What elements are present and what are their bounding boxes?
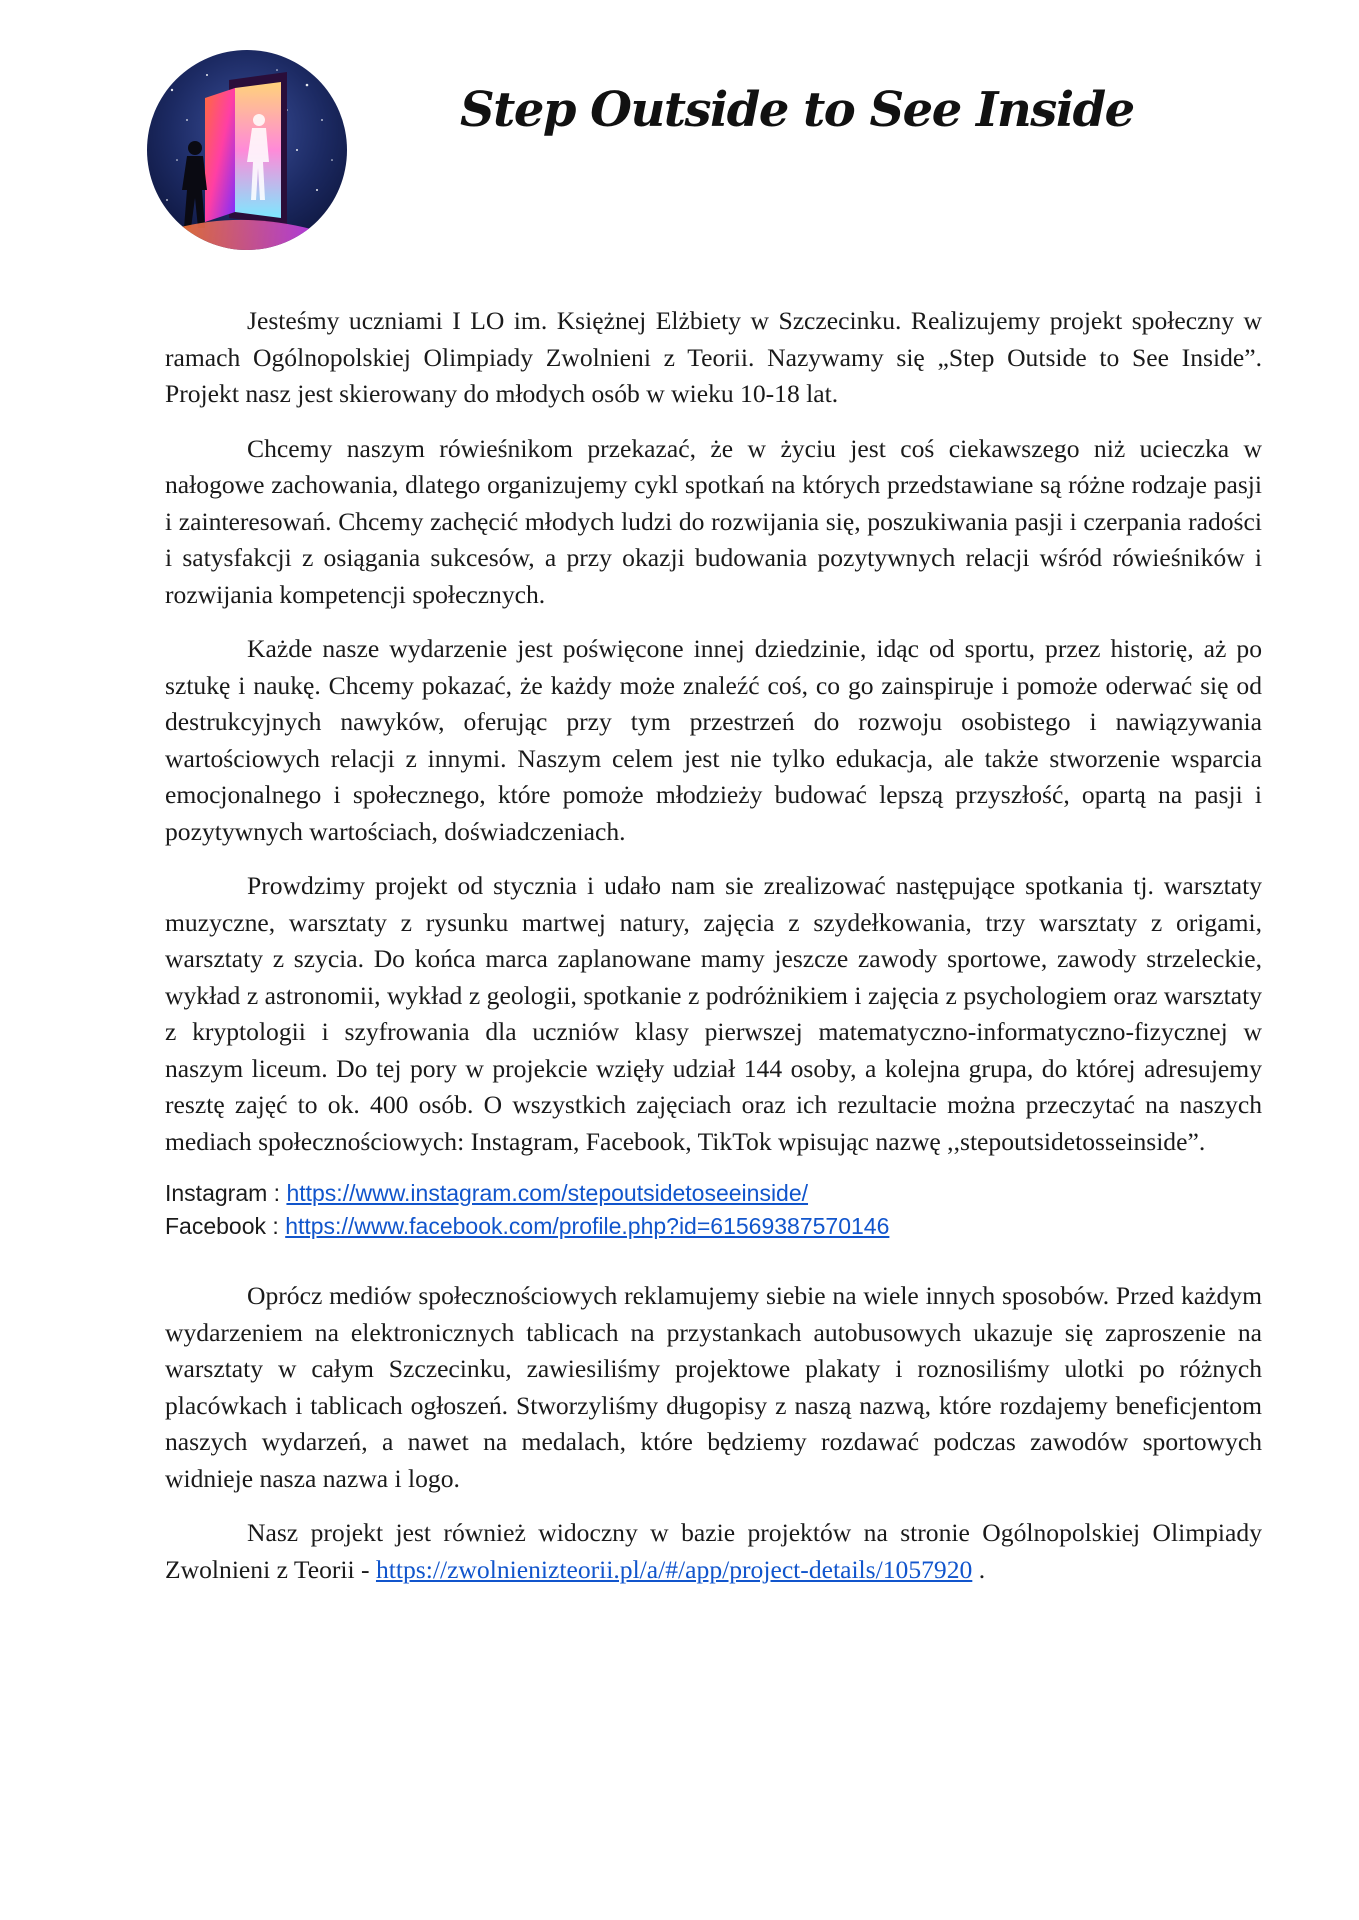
facebook-label: Facebook : — [165, 1213, 286, 1239]
paragraph-project-database — [165, 1515, 1262, 1588]
paragraph-intro: Jesteśmy uczniami I LO im. Księżnej Elżbiety w Szczecinku. Realizujemy projekt społeczny w ramach Ogólnopolskiej Olimpiady Zwolnieni z Teorii. Nazywamy się „Step Outside to See Inside”. Projekt nasz jest skierowany do młodych osób w wieku 10-18 lat. — [165, 306, 1262, 408]
page-title: Step Outside to See Inside — [460, 82, 1134, 138]
project-database-suffix: . — [972, 1554, 986, 1584]
project-database-text: Nasz projekt jest również widoczny w bazie projektów na stronie Ogólnopolskiej Olimpiady Zwolnieni z Teorii - — [165, 1518, 1262, 1584]
social-links — [165, 1177, 1262, 1243]
facebook-link-row — [165, 1210, 1262, 1243]
document-body — [165, 303, 1262, 1606]
instagram-label: Instagram : — [165, 1180, 287, 1206]
paragraph-goals: Chcemy naszym rówieśnikom przekazać, że w życiu jest coś ciekawszego niż ucieczka w nałogowe zachowania, dlatego organizujemy cykl spotkań na których przedstawiane są różne rodzaje pasji i zainteresowań. Chcemy zachęcić młodych ludzi do rozwijania się, poszukiwania pasji i czerpania radości i satysfakcji z osiągania sukcesów, a przy okazji budowania pozytywnych relacji wśród rówieśników i rozwijania kompetencji społecznych. — [165, 433, 1262, 609]
project-logo — [147, 50, 347, 250]
paragraph-progress: Prowdzimy projekt od stycznia i udało nam sie zrealizować następujące spotkania tj. warsztaty muzyczne, warsztaty z rysunku martwej natury, zajęcia z szydełkowania, trzy warsztaty z origami, warsztaty z szycia. Do końca marca zaplanowane mamy jeszcze zawody sportowe, zawody strzeleckie, wykład z astronomii, wykład z geologii, spotkanie z podróżnikiem i zajęcia z psychologiem oraz warsztaty z kryptologii i szyfrowania dla uczniów klasy pierwszej matematyczno-informatyczno-fizycznej w naszym liceum. Do tej pory w projekcie wzięły udział 144 osoby, a kolejna grupa, do której adresujemy resztę zajęć to ok. 400 osób. O wszystkich zajęciach oraz ich rezultacie można przeczytać na naszych mediach społecznościowych: Instagram, Facebook, TikTok wpisując nazwę ,,stepoutsidetosseinside”. — [165, 871, 1262, 1156]
instagram-link[interactable]: https://www.instagram.com/stepoutsidetoseeinside/ — [286, 1180, 809, 1206]
project-details-link[interactable]: https://zwolnienizteorii.pl/a/#/app/project-details/1057920 — [375, 1554, 973, 1584]
facebook-link[interactable]: https://www.facebook.com/profile.php?id=61569387570146 — [285, 1213, 890, 1239]
paragraph-events: Każde nasze wydarzenie jest poświęcone innej dziedzinie, idąc od sportu, przez historię, aż po sztukę i naukę. Chcemy pokazać, że każdy może znaleźć coś, co go zainspiruje i pomoże oderwać się od destrukcyjnych nawyków, oferując przy tym przestrzeń do rozwoju osobistego i nawiązywania wartościowych relacji z innymi. Naszym celem jest nie tylko edukacja, ale także stworzenie wsparcia emocjonalnego i społecznego, które pomoże młodzieży budować lepszą przyszłość, opartą na pasji i pozytywnych wartościach, doświadczeniach. — [165, 634, 1262, 846]
paragraph-promotion: Oprócz mediów społecznościowych reklamujemy siebie na wiele innych sposobów. Przed każdym wydarzeniem na elektronicznych tablicach na przystankach autobusowych ukazuje się zaproszenie na warsztaty w całym Szczecinku, zawiesiliśmy projektowe plakaty i roznosiliśmy ulotki po różnych placówkach i tablicach ogłoszeń. Stworzyliśmy długopisy z naszą nazwą, które rozdajemy beneficjentom naszych wydarzeń, a nawet na medalach, które będziemy rozdawać podczas zawodów sportowych widnieje nasza nazwa i logo. — [165, 1281, 1262, 1493]
instagram-link-row — [165, 1177, 1262, 1210]
door-silhouette-logo-icon — [147, 50, 347, 250]
